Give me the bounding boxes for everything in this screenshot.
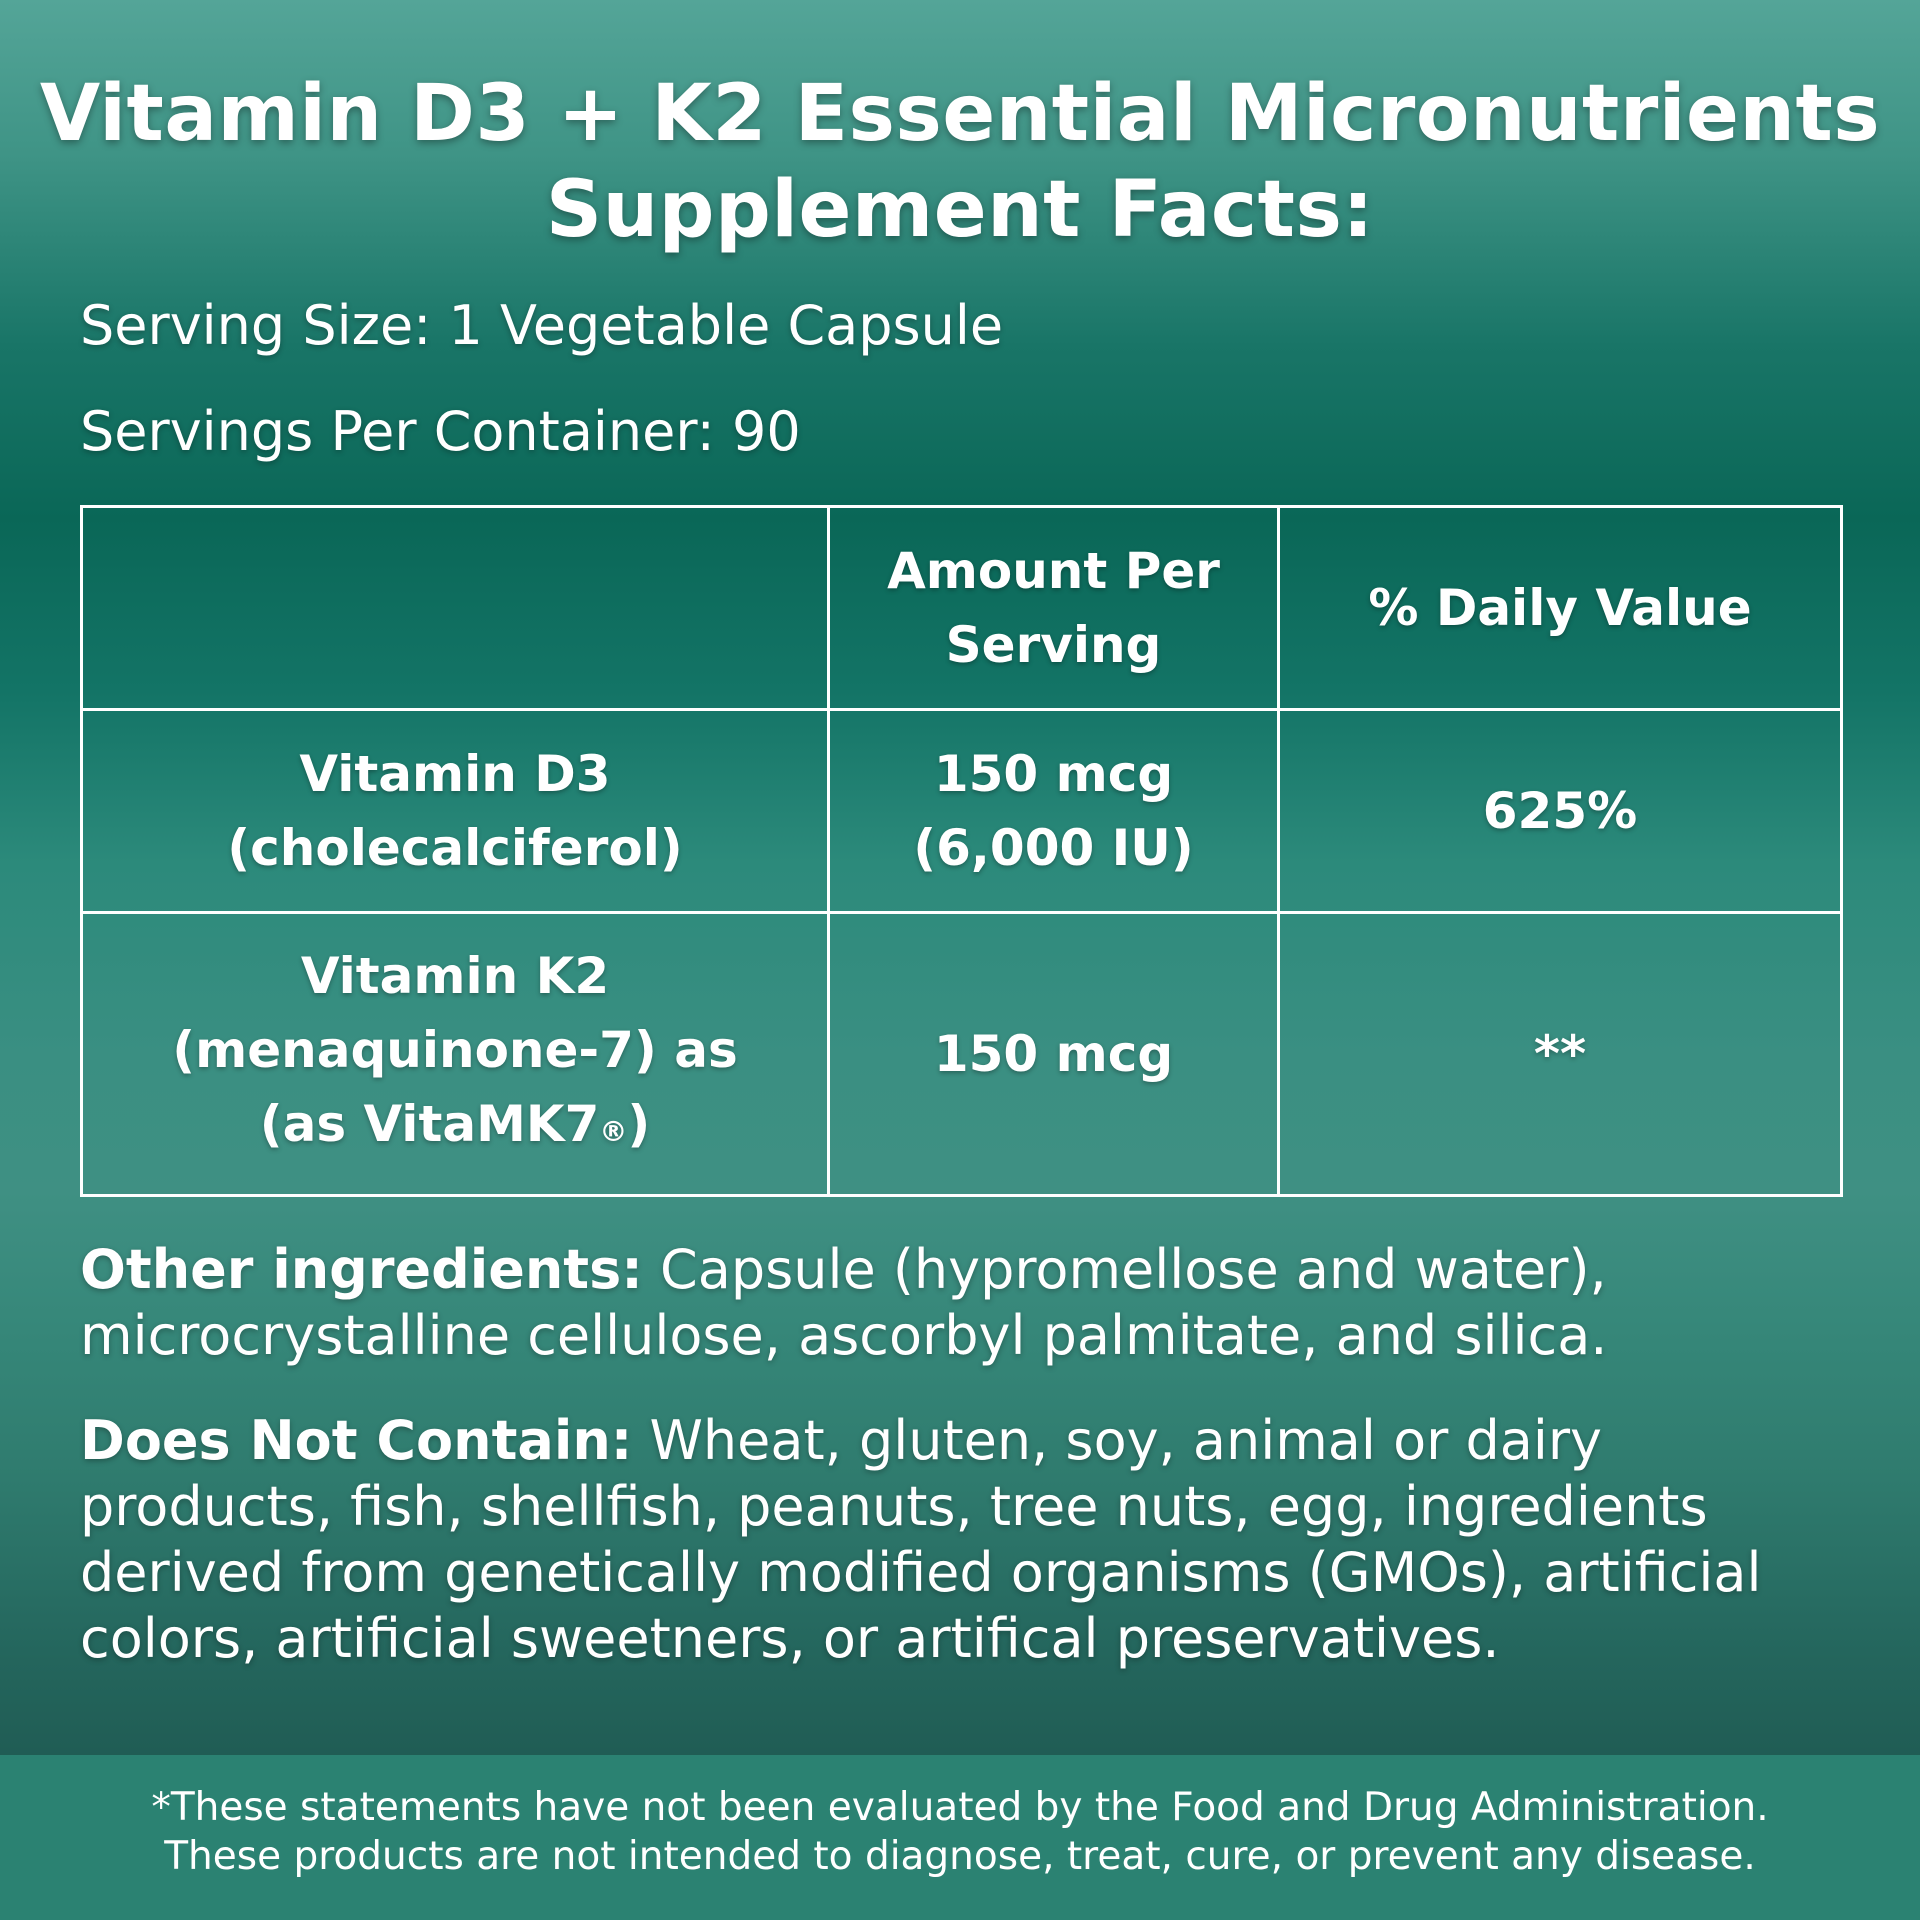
- nutrient-amount-vitamin-d3: [829, 710, 1279, 913]
- nutrient-name-line-2: (cholecalciferol): [227, 819, 683, 877]
- nutrient-amount-vitamin-k2: 150 mcg: [829, 913, 1279, 1196]
- nutrient-name-line-1: Vitamin K2: [300, 947, 610, 1005]
- header-amount-line-2: Serving: [945, 616, 1162, 674]
- table-row: [82, 710, 1842, 913]
- table-row: [82, 913, 1842, 1196]
- disclaimer-line-1: *These statements have not been evaluated by the Food and Drug Administration.: [151, 1785, 1769, 1830]
- nutrient-name-line-3: [97, 1087, 813, 1169]
- fda-disclaimer: [0, 1783, 1920, 1881]
- disclaimer-line-2: These products are not intended to diagnose, treat, cure, or prevent any disease.: [164, 1834, 1756, 1879]
- does-not-contain-label: Does Not Contain:: [80, 1409, 633, 1472]
- supplement-facts-table: [80, 505, 1843, 1197]
- closing-paren: ): [627, 1095, 651, 1153]
- other-ingredients-text: Capsule (hypromellose and water), microcrystalline cellulose, ascorbyl palmitate, and silica.: [80, 1238, 1608, 1367]
- does-not-contain-text: Wheat, gluten, soy, animal or dairy products, fish, shellfish, peanuts, tree nuts, egg, ingredients derived from genetically modified organisms (GMOs), artificial colors, artificial sweetners, or artifical preservatives.: [80, 1409, 1762, 1670]
- title-line-1: Vitamin D3 + K2 Essential Micronutrients: [39, 69, 1881, 159]
- daily-value-vitamin-d3: 625%: [1279, 710, 1842, 913]
- page-title: [0, 66, 1920, 258]
- table-header-row: [82, 507, 1842, 710]
- brand-name-text: (as VitaMK7: [259, 1095, 600, 1153]
- other-ingredients-label: Other ingredients:: [80, 1238, 643, 1301]
- header-amount-line-1: Amount Per: [887, 542, 1220, 600]
- header-amount-per-serving: [829, 507, 1279, 710]
- registered-mark: ®: [599, 1115, 628, 1148]
- daily-value-vitamin-k2: **: [1279, 913, 1842, 1196]
- header-nutrient: [82, 507, 829, 710]
- other-ingredients: [80, 1237, 1860, 1369]
- header-daily-value: % Daily Value: [1279, 507, 1842, 710]
- servings-per-container: Servings Per Container: 90: [80, 400, 801, 463]
- amount-line-1: 150 mcg: [933, 745, 1174, 803]
- nutrient-name-vitamin-k2: [82, 913, 829, 1196]
- nutrient-name-line-2: (menaquinone-7) as: [172, 1021, 738, 1079]
- nutrient-name-vitamin-d3: [82, 710, 829, 913]
- title-line-2: Supplement Facts:: [545, 165, 1375, 255]
- serving-size: Serving Size: 1 Vegetable Capsule: [80, 294, 1004, 357]
- amount-line-2: (6,000 IU): [913, 819, 1194, 877]
- nutrient-name-line-1: Vitamin D3: [299, 745, 611, 803]
- does-not-contain: [80, 1408, 1860, 1672]
